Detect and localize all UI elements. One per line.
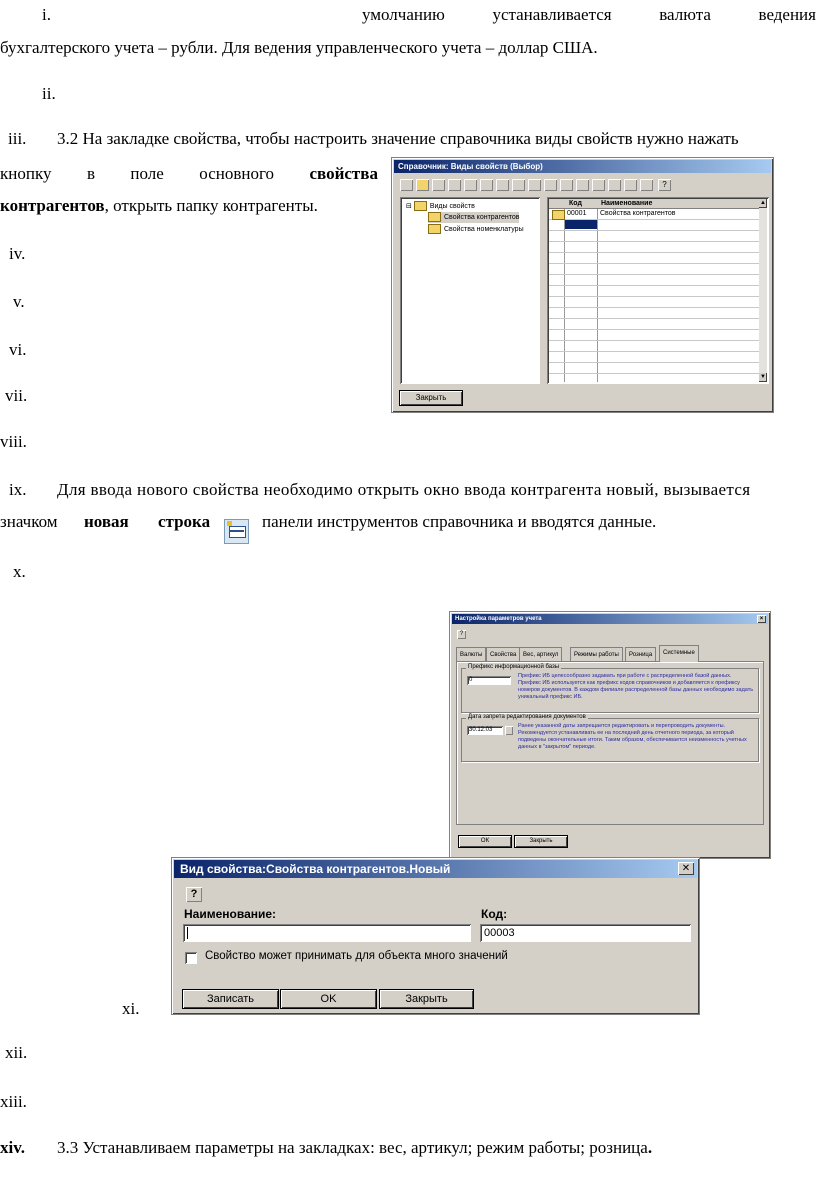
bold-term: новая [84,512,129,531]
grid-line [549,307,759,308]
paragraph-line [0,196,318,216]
help-icon[interactable]: ? [658,179,671,191]
grid-line [549,329,759,330]
word: в [86,164,95,183]
list-marker: viii. [0,432,27,451]
text: значком [0,512,58,531]
new-property-window [171,857,700,1015]
bold-term: контрагентов [0,196,105,215]
list-marker: iii. [8,129,27,148]
help-icon[interactable]: ? [457,630,466,639]
list-marker: v. [13,292,25,311]
bold-term: свойства [309,164,378,183]
word: устанавливается [492,5,612,24]
help-icon[interactable]: ? [186,887,202,902]
prefix-input[interactable]: 0 [467,676,511,685]
word: кнопку [0,164,52,183]
paragraph-line: 3.2 На закладке свойства, чтобы настроить значение справочника виды свойств нужно нажать [57,129,739,148]
close-icon[interactable]: × [757,615,766,623]
settings-window [449,611,771,859]
name-input[interactable] [183,924,471,942]
tab-weight-article[interactable]: Вес, артикул [519,647,562,662]
find-icon[interactable] [448,179,461,191]
close-button[interactable]: Закрыть [380,990,473,1008]
column-header-code[interactable]: Код [569,200,582,207]
window-title: Вид свойства:Свойства контрагентов.Новый [174,860,697,878]
filter-clear-icon[interactable] [496,179,509,191]
column-header-name[interactable]: Наименование [601,200,653,207]
tab-currencies[interactable]: Валюты [456,647,486,662]
close-button[interactable]: Закрыть [515,836,567,847]
edit-icon[interactable] [464,179,477,191]
group-label: Префикс информационной базы [468,664,560,670]
table-view-icon[interactable] [624,179,637,191]
grid-line [549,274,759,275]
paragraph-line [57,1138,652,1158]
folder-icon [428,224,441,234]
tree-root[interactable]: ⊟ Виды свойств [406,202,475,210]
close-button[interactable]: Закрыть [400,391,462,405]
text: . [647,1138,653,1157]
multi-value-checkbox[interactable] [185,952,197,964]
group-lock-date [461,714,759,762]
paragraph-line [362,5,816,25]
row-name: Свойства контрагентов [600,210,676,217]
text: 3.3 Устанавливаем параметры на закладках: вес, артикул; режим работы; розница [57,1138,648,1157]
tree-item-label: Свойства контрагентов [444,213,520,221]
move-icon[interactable] [544,179,557,191]
new-folder-icon[interactable] [400,179,413,191]
list-marker: i. [42,5,51,24]
grid-line [549,318,759,319]
copy-icon[interactable] [432,179,445,191]
tree-pane [400,197,540,384]
grid-line [549,373,759,374]
word: поле [130,164,164,183]
tree-item[interactable] [428,212,519,223]
code-input[interactable]: 00003 [480,924,691,942]
list-view-icon[interactable] [608,179,621,191]
tab-retail[interactable]: Розница [625,647,656,662]
word: валюта [659,5,711,24]
grid-line [549,241,759,242]
new-row-icon [224,519,249,544]
grid-line [549,340,759,341]
scroll-up-icon[interactable]: ▲ [760,200,766,206]
sort-icon[interactable] [512,179,525,191]
list-marker: xiv. [0,1138,26,1157]
text-cursor [187,927,188,939]
table-row[interactable] [549,209,759,219]
grid-line [549,296,759,297]
ok-button[interactable]: ОК [459,836,511,847]
row-code: 00001 [567,210,587,217]
tab-system[interactable]: Системные [659,645,699,662]
list-marker: x. [13,562,26,581]
word: основного [199,164,275,183]
ok-button[interactable]: OK [281,990,376,1008]
tree-item[interactable] [428,224,524,235]
tab-modes[interactable]: Режимы работы [570,647,623,662]
lock-date-note: Ранее указанной даты запрещается редактировать и перепроводить документы. Рекомендуется устанавливать ее на последний день отчетного периода, за который подведены окончательные итоги. Таким образом, обеспечивается неизменность учетных данных в "закрытом" периоде. [518,723,747,750]
list-marker: ix. [9,480,27,499]
tree-item-label: Свойства номенклатуры [444,225,524,233]
tree-root-label: Виды свойств [429,202,475,210]
list-marker: vi. [9,340,27,359]
save-button[interactable]: Записать [183,990,278,1008]
text: , открыть папку контрагенты. [104,196,318,215]
folder-icon[interactable] [416,179,429,191]
grid-line [549,252,759,253]
paragraph-line: Для ввода нового свойства необходимо открыть окно ввода контрагента новый, вызывается [57,480,751,499]
print-icon[interactable] [592,179,605,191]
refresh-icon[interactable] [640,179,653,191]
window-title: Справочник: Виды свойств (Выбор) [394,160,771,173]
folder-icon [414,201,427,211]
grid-line [549,285,759,286]
list-marker: vii. [5,386,28,405]
calendar-icon[interactable] [505,726,513,735]
tab-properties[interactable]: Свойства [486,647,520,662]
cell-cursor[interactable] [565,220,597,229]
list-marker: iv. [9,244,26,263]
word: умолчанию [362,5,445,24]
hierarchy-icon[interactable] [528,179,541,191]
list-marker: xiii. [0,1092,27,1111]
grid-line [549,362,759,363]
paragraph-line: бухгалтерского учета – рубли. Для ведения управленческого учета – доллар США. [0,38,598,57]
list-table [547,197,769,384]
filter-icon[interactable] [480,179,493,191]
scrollbar[interactable] [759,199,767,382]
paragraph-line: панели инструментов справочника и вводятся данные. [262,512,657,531]
list-marker: ii. [42,84,56,103]
paragraph-line [0,164,378,184]
word: ведения [758,5,816,24]
name-label: Наименование: [184,907,277,921]
tab-strip [456,647,764,661]
list-marker: xi. [122,999,140,1018]
tab-panel [456,661,764,825]
tree-toggle-icon[interactable] [576,179,589,191]
up-level-icon[interactable] [560,179,573,191]
group-prefix [461,664,759,713]
folder-icon [428,212,441,222]
grid-line [549,351,759,352]
checkbox-label: Свойство может принимать для объекта много значений [205,950,508,962]
prefix-note: Префикс ИБ целесообразно задавать при работе с распределенной базой данных. Префикс ИБ используется как префикс кодов справочников и добавляется к префиксу номеров документов. В каждом филиале распределенной базы данных необходимо задать уникальный префикс ИБ. [518,673,754,700]
directory-window [391,157,774,413]
scroll-down-icon[interactable]: ▼ [760,374,766,380]
toolbar [400,179,700,192]
bold-term: строка [158,512,211,531]
group-label: Дата запрета редактирования документов [468,714,586,720]
lock-date-input[interactable]: 30.12.03 [467,726,503,735]
window-title: Настройка параметров учета [452,614,768,624]
close-icon[interactable]: ✕ [678,862,694,875]
table-header [549,199,759,209]
folder-icon [552,210,565,220]
list-marker: xii. [5,1043,28,1062]
code-label: Код: [481,907,508,921]
grid-line [549,263,759,264]
grid-line [549,230,759,231]
table-body [549,209,759,382]
